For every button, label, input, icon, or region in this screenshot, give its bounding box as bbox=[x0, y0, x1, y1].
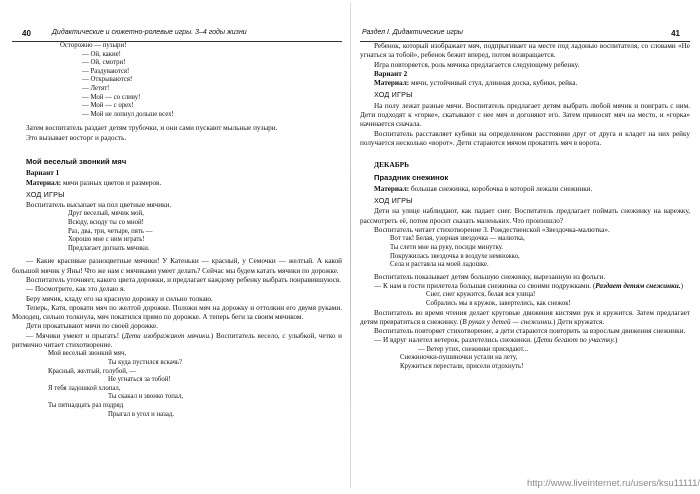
italic-run: В руках у детей — снежинки. bbox=[462, 317, 553, 326]
left-running-title: Дидактические и сюжетно-ролевые игры. 3–4 годы жизни bbox=[52, 29, 247, 36]
text-run: ) bbox=[680, 282, 683, 291]
paragraph: Воспитатель расставляет кубики на определенном расстоянии друг от друга и кладет на них рейку получается несколько «ворот». Дети стараются мячом прокатить мяч в ворота. bbox=[360, 129, 690, 147]
text-run: Воспитатель во время чтения делает круговые движения кистями рук и кружится. Затем предлагает детям превратиться в снежинку. ( bbox=[360, 308, 690, 326]
verse-line: — Ой, смотри! bbox=[82, 59, 126, 67]
verse-line: Я тебя ладошкой хлопал, bbox=[48, 384, 121, 392]
section-heading: Мой веселый звонкий мяч bbox=[26, 156, 127, 166]
verse-line: Ты скакал и звонко топал, bbox=[108, 393, 184, 401]
material-label: Материал: bbox=[374, 79, 410, 88]
paragraph bbox=[360, 336, 690, 345]
text-run: ) bbox=[615, 336, 618, 345]
verse-line: Собрались мы в кружок, завертелись, как снежок! bbox=[426, 299, 571, 307]
paragraph: Игра повторяется, роль мячика предлагается следующему ребенку. bbox=[374, 60, 580, 69]
material-line bbox=[360, 79, 690, 88]
verse-line: Хорошо мне с ним играть! bbox=[68, 236, 145, 244]
left-page-content bbox=[12, 42, 342, 419]
verse-line: Не угнаться за тобой! bbox=[108, 376, 171, 384]
verse-line: Покружилась звездочка в воздухе немножко, bbox=[390, 252, 520, 260]
bubbles-verse bbox=[60, 42, 342, 119]
verse-line: Ты куда пустился вскачь? bbox=[108, 358, 182, 366]
right-page-number: 41 bbox=[671, 29, 680, 38]
paragraph: Дети прокатывают мячи по своей дорожке. bbox=[26, 322, 158, 331]
text-run: ) Дети кружатся. bbox=[552, 317, 605, 326]
paragraph: Теперь, Катя, прокати мяч по желтой дорожке. Положи мяч на дорожку и оттолкни его двумя руками. Молодец, сильно толкнула, мяч покатился прямо по дорожке. А теперь беги за своим мячиком. bbox=[12, 303, 342, 322]
right-running-title: Раздел I. Дидактические игры bbox=[362, 29, 463, 36]
verse-line: Ты слети мне на руку, посиди минутку. bbox=[390, 243, 504, 251]
paragraph: Дети на улице наблюдают, как падает снег. Воспитатель предлагает поймать снежинку на варежку, рассмотреть её, потом просит сказать маленьких. Что произошло? bbox=[360, 207, 690, 225]
paragraph: Ребенок, который изображает мяч, подпрыгивает на месте под ладонью воспитателя, со словами «Не угнаться за тобой», ребенок бежит вперед, потом возвращается. bbox=[360, 42, 690, 60]
book-spread bbox=[4, 2, 696, 488]
paragraph: Воспитатель уточняет, какого цвета дорожки, и предлагает каждому ребенку выбрать понравившуюся. bbox=[26, 275, 341, 284]
verse-line: Друг веселый, мячик мой, bbox=[68, 210, 144, 218]
verse-line: Всюду, всюду ты со мной! bbox=[68, 219, 144, 227]
game-course-heading: ХОД ИГРЫ bbox=[26, 189, 65, 199]
text-run: ) Воспитатель весело, с улыбкой, четко и ритмично читает стихотворение. bbox=[12, 331, 342, 350]
verse-line: — Мой — со сливу! bbox=[82, 93, 141, 101]
right-page-content bbox=[360, 42, 690, 371]
verse-line: Села и растаяла на моей ладошке. bbox=[390, 261, 489, 269]
italic-run: Дети бегают по участку. bbox=[536, 336, 616, 345]
verse-line: — Ветер утих, снежинки присядают... bbox=[418, 345, 529, 353]
material-label: Материал: bbox=[26, 178, 62, 187]
verse-line: Предлагает догнать мячики. bbox=[68, 244, 150, 252]
material-line bbox=[12, 179, 342, 188]
verse-line: Кружиться перестали, присели отдохнуть! bbox=[400, 362, 524, 370]
verse-line: Ты пятнадцать раз подряд bbox=[48, 401, 124, 409]
paragraph bbox=[360, 282, 690, 291]
text-run: — К нам в гости прилетела большая снежинка со своими подружками. ( bbox=[374, 282, 596, 291]
material-text: большая снежинка, коробочка в которой лежали снежинки. bbox=[409, 184, 593, 193]
game-course-heading: ХОД ИГРЫ bbox=[374, 196, 413, 206]
paragraph: — Посмотрите, как это делаю я. bbox=[26, 285, 126, 294]
italic-run: Раздает детям снежинки. bbox=[595, 282, 681, 291]
month-heading: ДЕКАБРЬ bbox=[374, 160, 409, 170]
paragraph: Это вызывает восторг и радость. bbox=[26, 133, 127, 142]
verse-line: — Мой — с орех! bbox=[82, 102, 134, 110]
material-text: мячи разных цветов и размеров. bbox=[61, 178, 162, 187]
verse-line: — Открываются! bbox=[82, 76, 133, 84]
material-text: мячи, устойчивый стул, длинная доска, кубики, рейка. bbox=[409, 79, 578, 88]
verse-line: Снег, снег кружится, белая вся улица! bbox=[426, 291, 536, 299]
snow-verse bbox=[426, 291, 690, 308]
game-course-heading: ХОД ИГРЫ bbox=[374, 90, 413, 100]
source-watermark: http://www.liveinternet.ru/users/ksu11111/ bbox=[526, 478, 700, 489]
section-heading: Праздник снежинок bbox=[374, 172, 449, 182]
paragraph: Воспитатель повторяет стихотворение, а дети стараются повторить за взрослым движения снежинки. bbox=[374, 327, 686, 336]
verse-line: Раз, два, три, четыре, пять — bbox=[68, 227, 153, 235]
left-page bbox=[12, 2, 342, 488]
verse-line: Вот так! Белая, узорная звездочка — малютка, bbox=[390, 235, 525, 243]
text-run: — Мячики умеют и прыгать! ( bbox=[26, 331, 125, 340]
paragraph bbox=[360, 309, 690, 328]
paragraph: Воспитатель читает стихотворение З. Рождественской «Звездочка-малютка». bbox=[374, 226, 610, 235]
left-running-head bbox=[12, 29, 342, 42]
paragraph: Воспитатель показывает детям большую снежинку, вырезанную из фольги. bbox=[374, 272, 606, 281]
wind-verse bbox=[400, 346, 690, 372]
italic-run: Дети изображают мячики. bbox=[124, 331, 211, 340]
right-page bbox=[360, 2, 690, 488]
material-line bbox=[360, 185, 690, 194]
verse-line: — Мой не лопнул дольше всех! bbox=[82, 110, 174, 118]
verse-line: — Раздуваются! bbox=[82, 67, 130, 75]
paragraph: — Какие красивые разноцветные мячики! У Катеньки — красный, у Семочки — желтый. А какой большой мячик у Яны! Что же нам с мячиками умеет делать? Сейчас мы будем катать мячики по дорожке. bbox=[12, 257, 342, 275]
paragraph bbox=[12, 332, 342, 351]
paragraph: Беру мячик, кладу его на красную дорожку и сильно толкаю. bbox=[26, 294, 213, 303]
verse-line: Осторожно — пузыри! bbox=[60, 42, 127, 49]
variant-label: Вариант 2 bbox=[374, 69, 408, 78]
left-page-number: 40 bbox=[22, 29, 31, 38]
paragraph: На полу лежат разные мячи. Воспитатель предлагает детям выбрать любой мячик и поиграть с ним. Дети подходят к «горке», скатывают с нее мяч и догоняют его. Затем приносят мяч на место, и «горка» начинается сначала. bbox=[360, 101, 690, 129]
paragraph: Воспитатель высыпает на пол цветные мячики. bbox=[26, 201, 172, 210]
paragraph: Затем воспитатель раздает детям трубочки, и они сами пускают мыльные пузыри. bbox=[26, 124, 278, 133]
verse-line: Прыгал в угол и назад. bbox=[108, 410, 175, 418]
variant-label: Вариант 1 bbox=[26, 169, 60, 178]
verse-line: Снежиночки-пушиночки устали на лету, bbox=[400, 354, 518, 362]
book-gutter bbox=[350, 2, 351, 488]
verse-line: Красный, желтый, голубой, — bbox=[48, 367, 137, 375]
star-verse bbox=[390, 235, 690, 269]
ball-verse bbox=[68, 210, 342, 253]
material-label: Материал: bbox=[374, 184, 410, 193]
verse-line: — Летят! bbox=[82, 84, 110, 92]
text-run: — И вдруг налетел ветерок, разлетелись снежинки. ( bbox=[374, 336, 537, 345]
ball-verse-2 bbox=[48, 350, 342, 419]
right-running-head bbox=[360, 29, 690, 42]
verse-line: — Ой, какие! bbox=[82, 50, 121, 58]
verse-line: Мой веселый звонкий мяч, bbox=[48, 350, 127, 358]
